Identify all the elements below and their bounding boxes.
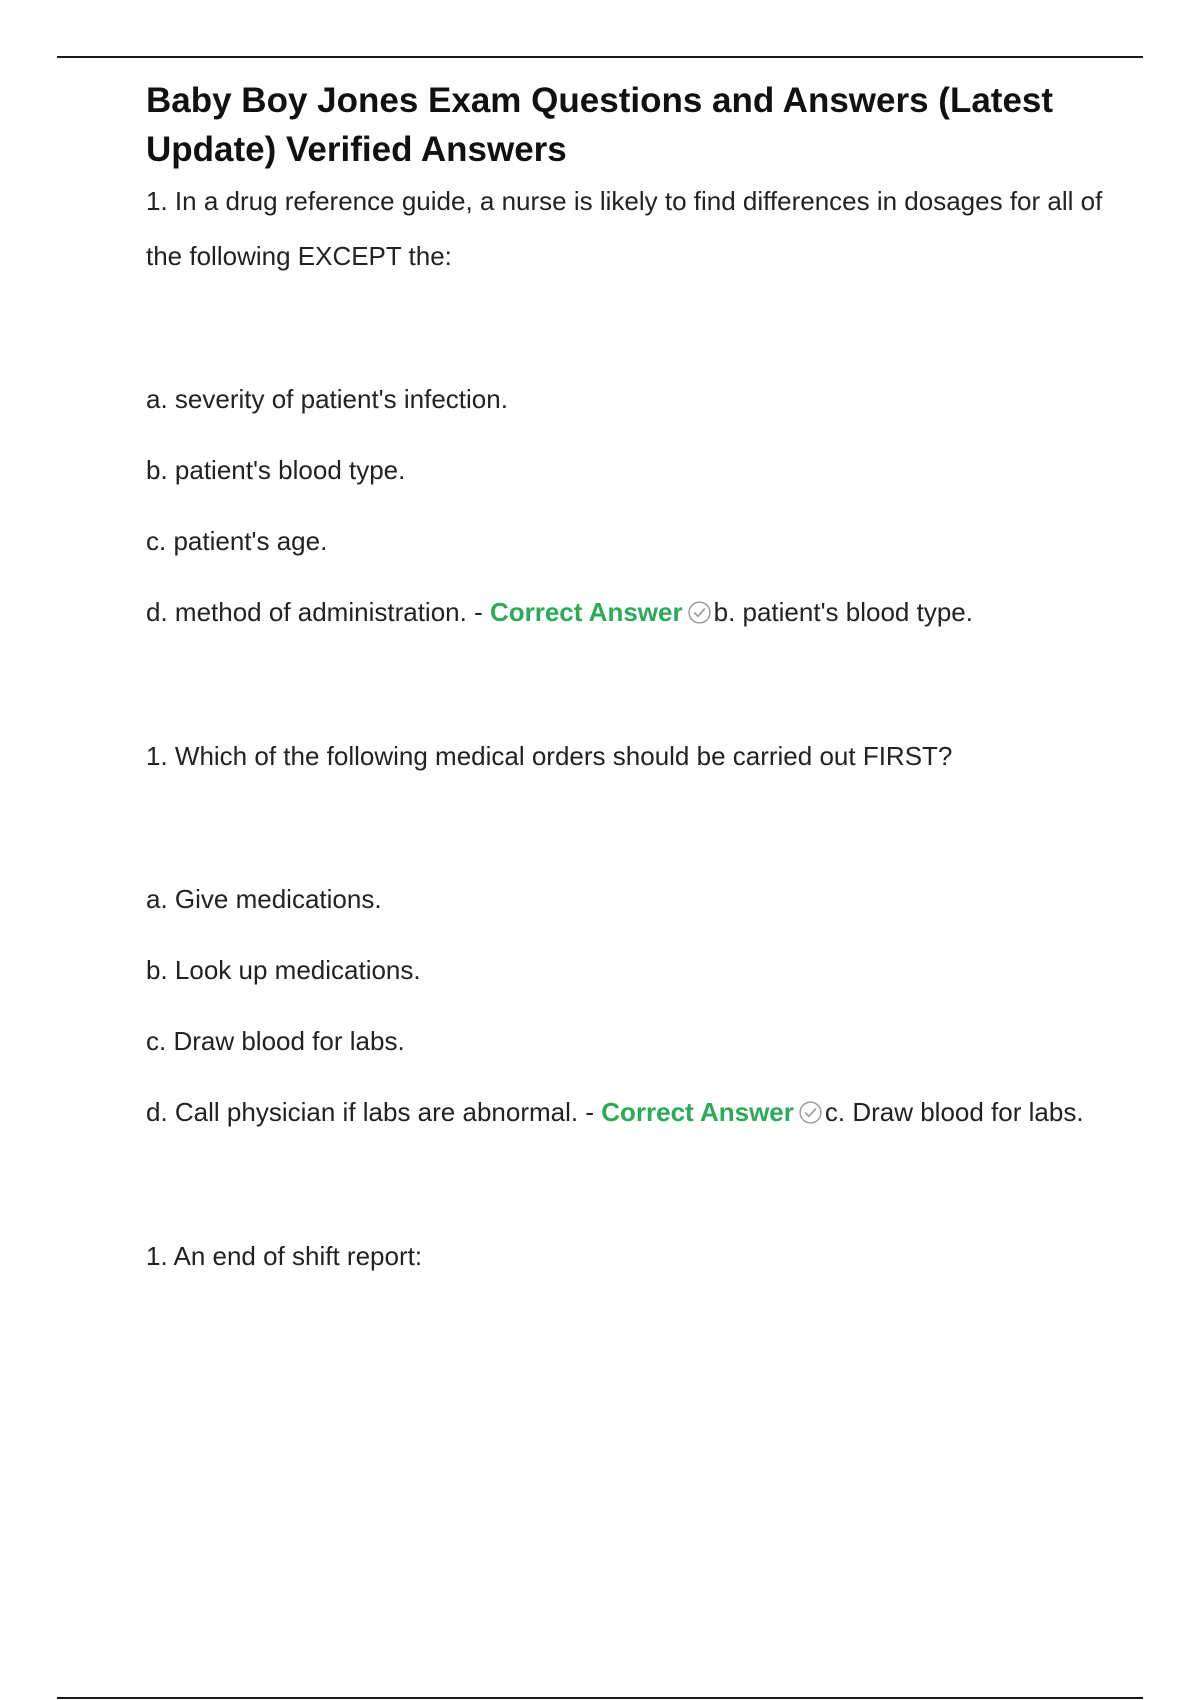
correct-answer-text: b. patient's blood type. bbox=[713, 597, 973, 627]
option-d: d. method of administration. bbox=[146, 597, 467, 627]
question-text: 1. In a drug reference guide, a nurse is likely to find differences in dosages for all of the following EXCEPT the: bbox=[146, 186, 1103, 271]
check-circle-icon bbox=[687, 589, 712, 614]
check-circle-icon bbox=[798, 1089, 823, 1114]
correct-answer-label: Correct Answer bbox=[489, 597, 683, 627]
option-d-with-answer bbox=[146, 1085, 1106, 1140]
question-block-2 bbox=[146, 729, 1106, 1140]
answer-separator: - bbox=[466, 597, 490, 627]
footer-rule bbox=[57, 1697, 1143, 1699]
correct-answer-label: Correct Answer bbox=[601, 1097, 794, 1127]
option-d-with-answer bbox=[146, 585, 1106, 640]
question-block-3 bbox=[146, 1229, 1106, 1284]
question-text: 1. Which of the following medical orders should be carried out FIRST? bbox=[146, 741, 953, 771]
document-body bbox=[146, 76, 1106, 1284]
question-block-1 bbox=[146, 174, 1106, 640]
option-d: d. Call physician if labs are abnormal. bbox=[146, 1097, 579, 1127]
correct-answer-text: c. Draw blood for labs. bbox=[824, 1097, 1084, 1127]
answer-separator: - bbox=[578, 1097, 602, 1127]
option-b: b. patient's blood type. bbox=[146, 455, 406, 485]
question-text: 1. An end of shift report: bbox=[146, 1241, 423, 1271]
option-a: a. Give medications. bbox=[146, 884, 382, 914]
header-rule bbox=[57, 56, 1143, 58]
document-title: Baby Boy Jones Exam Questions and Answers (Latest Update) Verified Answers bbox=[146, 81, 1054, 169]
option-c: c. patient's age. bbox=[146, 526, 328, 556]
option-b: b. Look up medications. bbox=[146, 955, 421, 985]
option-c: c. Draw blood for labs. bbox=[146, 1026, 405, 1056]
option-a: a. severity of patient's infection. bbox=[146, 384, 508, 414]
